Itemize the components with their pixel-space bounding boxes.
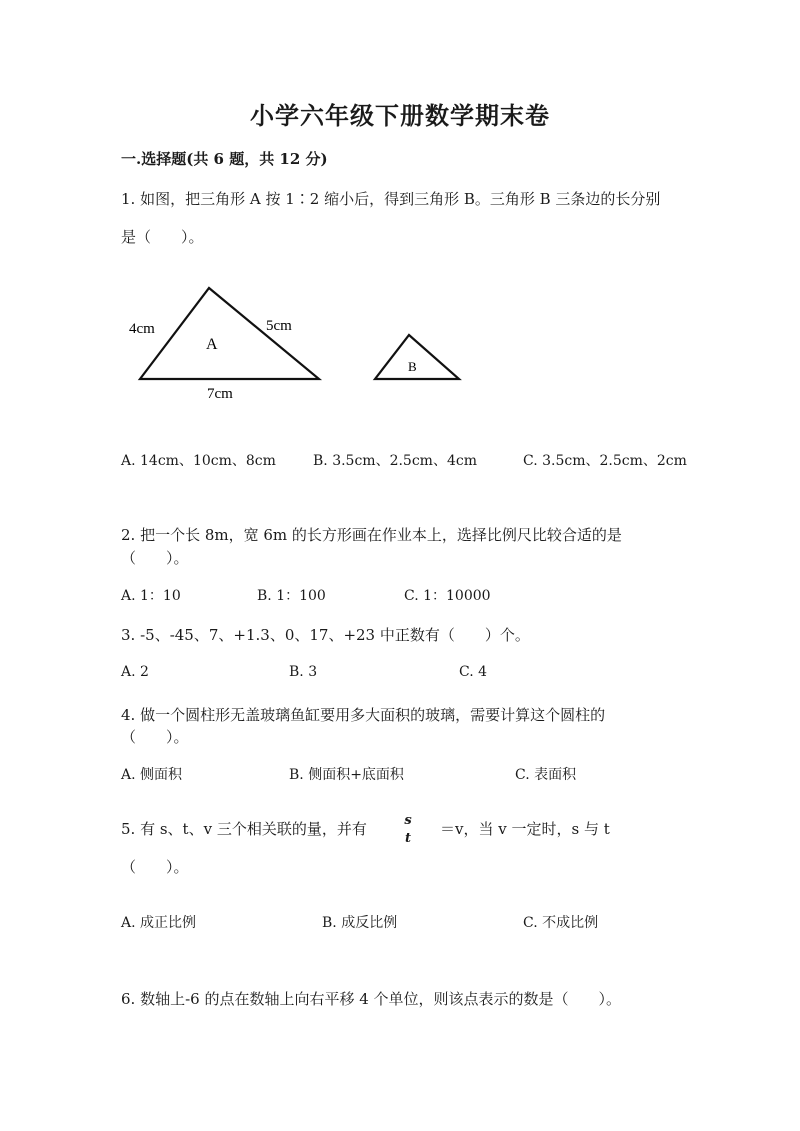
question-1-option-b[interactable]: B. 3.5cm、2.5cm、4cm [313, 453, 477, 469]
question-1-text-line1: 1. 如图，把三角形 A 按 1∶2 缩小后，得到三角形 B。三角形 B 三条边的长分别 [121, 190, 661, 208]
question-4-option-c[interactable]: C. 表面积 [515, 767, 577, 783]
fraction-denominator: t [404, 831, 411, 846]
section-heading: 一.选择题(共 6 题，共 12 分) [121, 150, 328, 168]
fraction-s-over-t [398, 814, 418, 846]
triangle-a [140, 288, 319, 379]
question-5-option-c[interactable]: C. 不成比例 [523, 915, 599, 931]
question-1-text-line2: 是（ ）。 [121, 228, 204, 246]
question-4-text-line1: 4. 做一个圆柱形无盖玻璃鱼缸要用多大面积的玻璃，需要计算这个圆柱的 [121, 706, 606, 724]
question-4-text-line2: （ ）。 [121, 728, 189, 746]
question-2-option-c[interactable]: C. 1：10000 [404, 588, 491, 604]
question-3-option-c[interactable]: C. 4 [459, 664, 488, 680]
question-6-text: 6. 数轴上-6 的点在数轴上向右平移 4 个单位，则该点表示的数是（ ）。 [121, 990, 622, 1008]
question-5-option-b[interactable]: B. 成反比例 [322, 915, 398, 931]
question-5-option-a[interactable]: A. 成正比例 [121, 915, 197, 931]
question-3-option-b[interactable]: B. 3 [289, 664, 318, 680]
question-1-option-a[interactable]: A. 14cm、10cm、8cm [121, 453, 276, 469]
question-3-option-a[interactable]: A. 2 [121, 664, 149, 680]
triangle-a-left-side-label: 4cm [129, 321, 155, 337]
question-2-text-line1: 2. 把一个长 8m，宽 6m 的长方形画在作业本上，选择比例尺比较合适的是 [121, 526, 622, 544]
question-5-text-line1-b: ＝v，当 v 一定时，s 与 t [440, 820, 610, 838]
question-3-text: 3. -5、-45、7、+1.3、0、17、+23 中正数有（ ）个。 [121, 626, 530, 644]
question-2-option-a[interactable]: A. 1：10 [121, 588, 181, 604]
question-2-text-line2: （ ）。 [121, 549, 189, 567]
question-5-text-line2: （ ）。 [121, 858, 189, 876]
triangle-b [375, 335, 459, 379]
triangle-figure [120, 278, 480, 408]
question-5-text-line1-a: 5. 有 s、t、v 三个相关联的量，并有 [121, 820, 367, 838]
triangle-b-label: B [408, 359, 417, 374]
question-4-option-a[interactable]: A. 侧面积 [121, 767, 183, 783]
page-title: 小学六年级下册数学期末卷 [250, 101, 550, 130]
triangle-a-label: A [206, 336, 218, 353]
triangle-a-bottom-side-label: 7cm [207, 386, 233, 402]
question-4-option-b[interactable]: B. 侧面积+底面积 [289, 767, 404, 783]
question-1-option-c[interactable]: C. 3.5cm、2.5cm、2cm [523, 453, 687, 469]
fraction-numerator: s [404, 813, 412, 828]
triangle-a-right-side-label: 5cm [266, 318, 292, 334]
question-2-option-b[interactable]: B. 1：100 [257, 588, 326, 604]
